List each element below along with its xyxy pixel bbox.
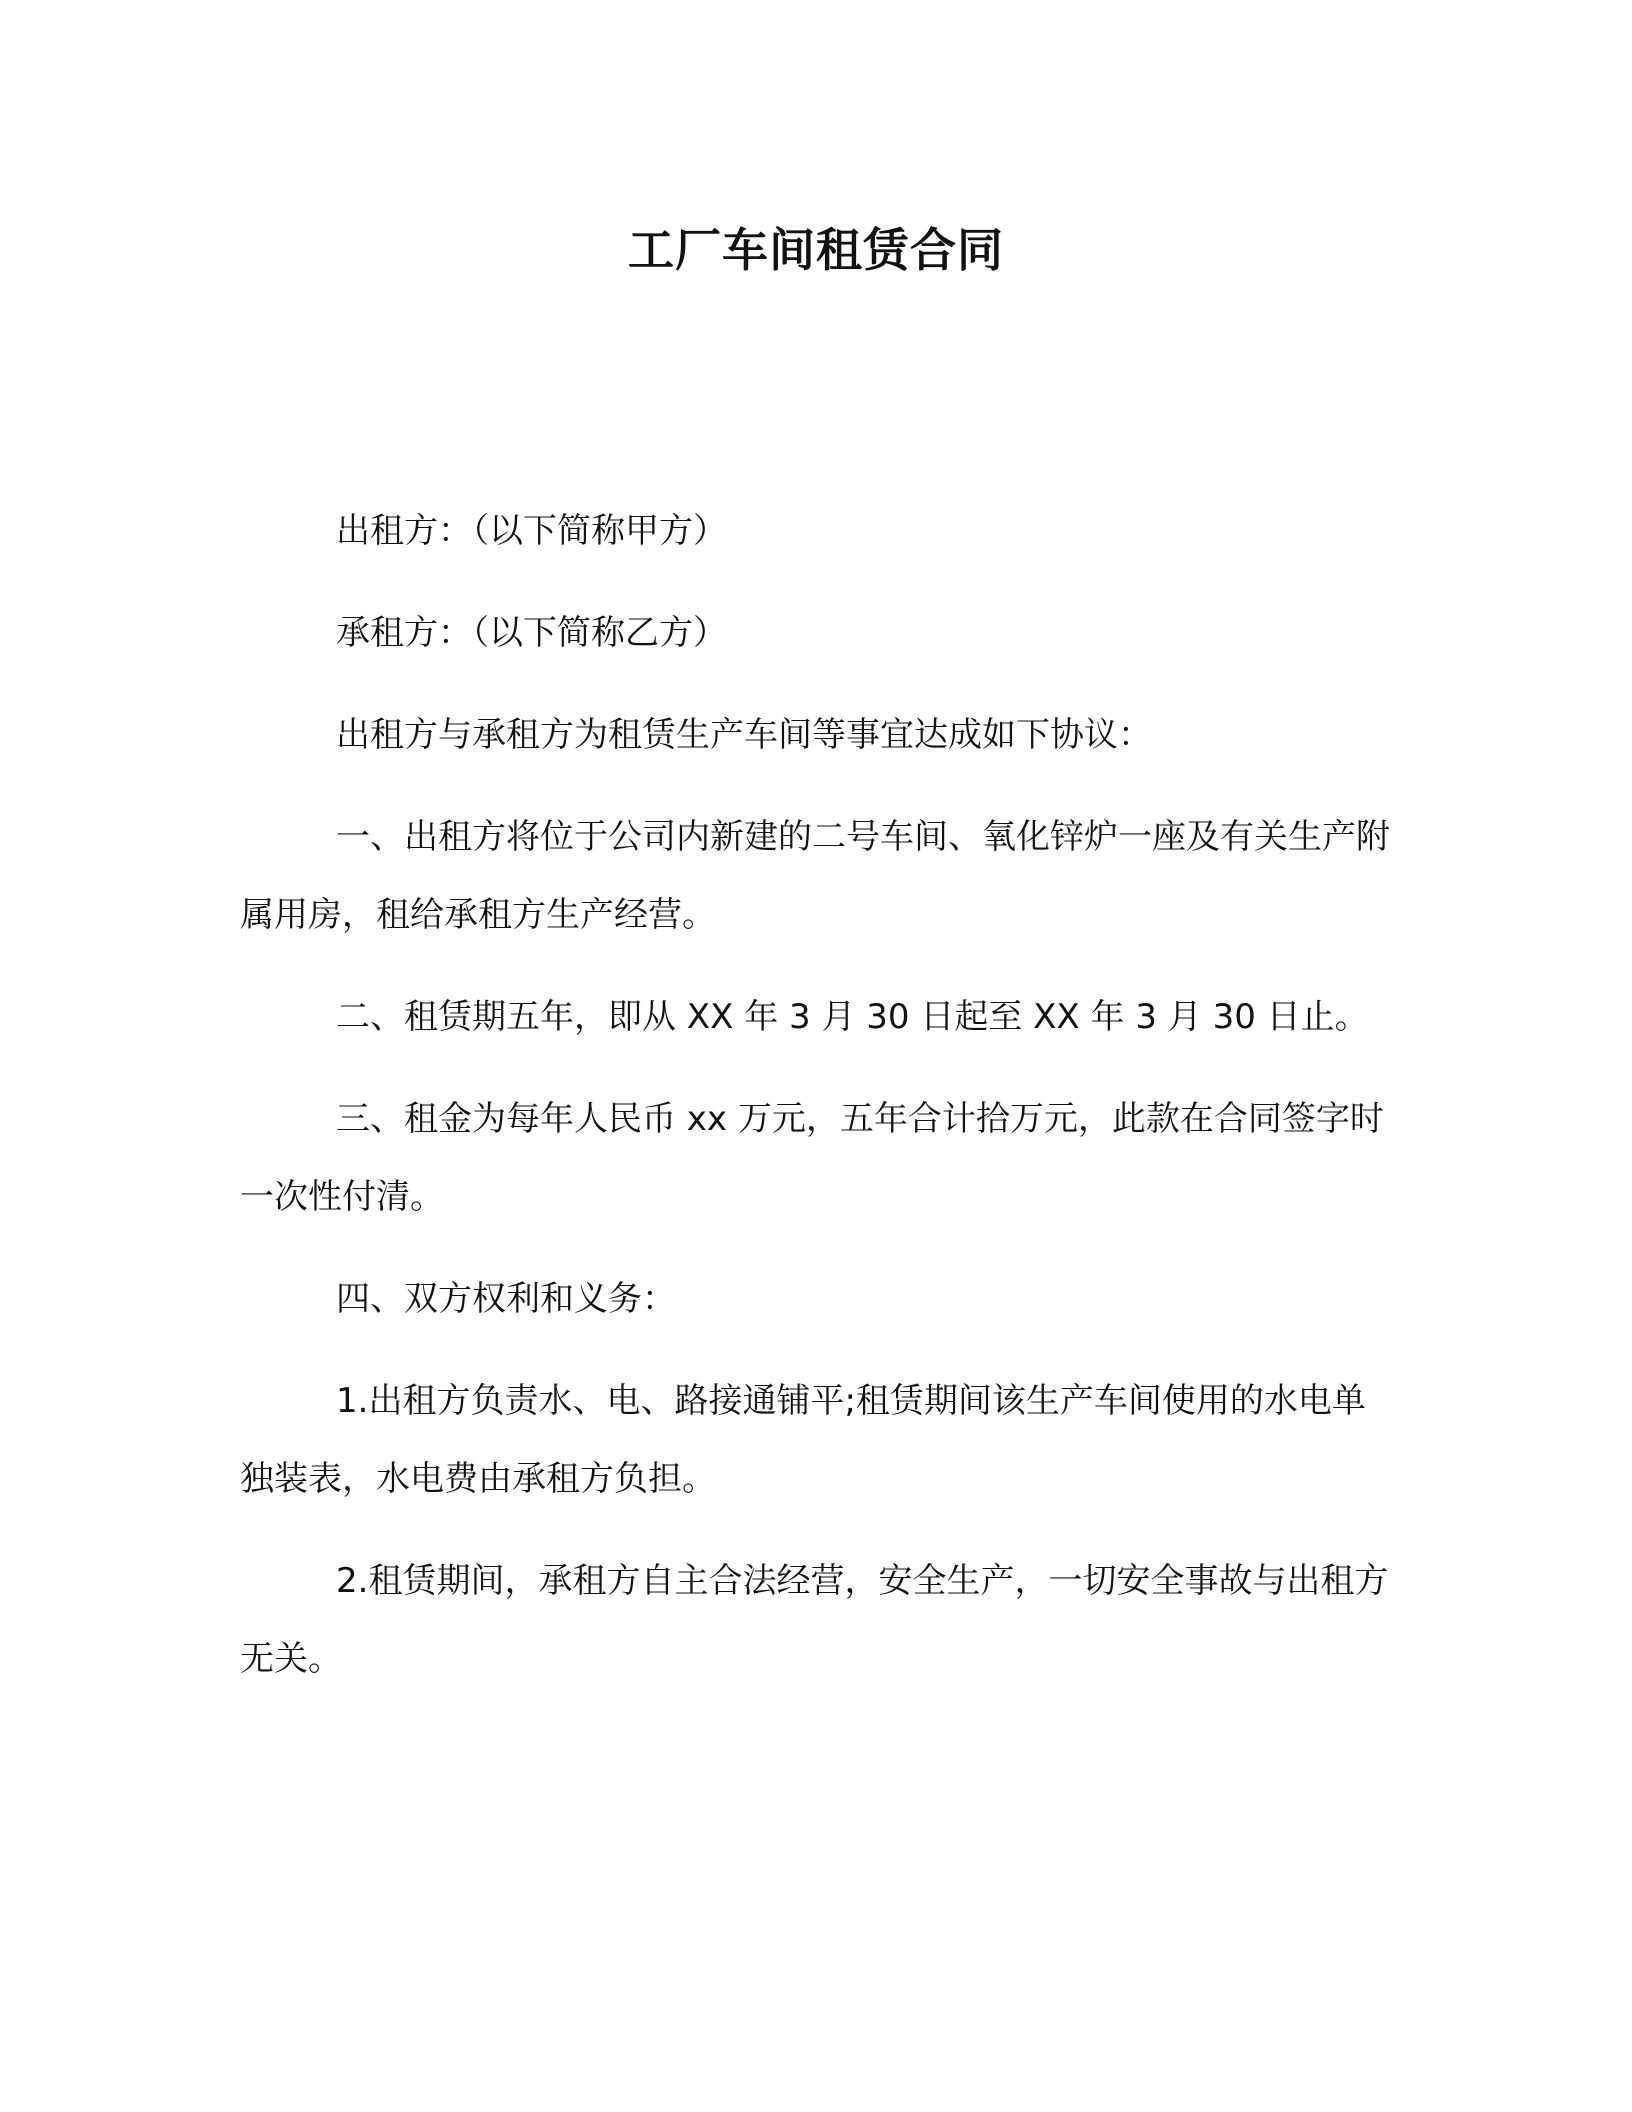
paragraph-lessor: 出租方：（以下简称甲方） — [336, 511, 727, 551]
paragraph-clause-4-item-1: 1.出租方负责水、电、路接通铺平;租赁期间该生产车间使用的水电单独装表，水电费由承租方负担。 — [240, 1381, 1366, 1499]
paragraph-agreement-intro: 出租方与承租方为租赁生产车间等事宜达成如下协议： — [336, 715, 1152, 755]
document-body — [240, 492, 1392, 1722]
paragraph-clause-1: 一、出租方将位于公司内新建的二号车间、氧化锌炉一座及有关生产附属用房，租给承租方生产经营。 — [240, 817, 1390, 935]
paragraph-clause-4-heading: 四、双方权利和义务： — [336, 1279, 676, 1319]
paragraph-clause-4-item-2: 2.租赁期间，承租方自主合法经营，安全生产，一切安全事故与出租方无关。 — [240, 1561, 1389, 1679]
paragraph-lessee: 承租方：（以下简称乙方） — [336, 613, 727, 653]
paragraph-clause-3: 三、租金为每年人民币 xx 万元，五年合计拾万元，此款在合同签字时一次性付清。 — [240, 1099, 1384, 1217]
document-title: 工厂车间租赁合同 — [628, 223, 1004, 277]
paragraph-clause-2: 二、租赁期五年，即从 XX 年 3 月 30 日起至 XX 年 3 月 30 日止。 — [336, 997, 1369, 1037]
